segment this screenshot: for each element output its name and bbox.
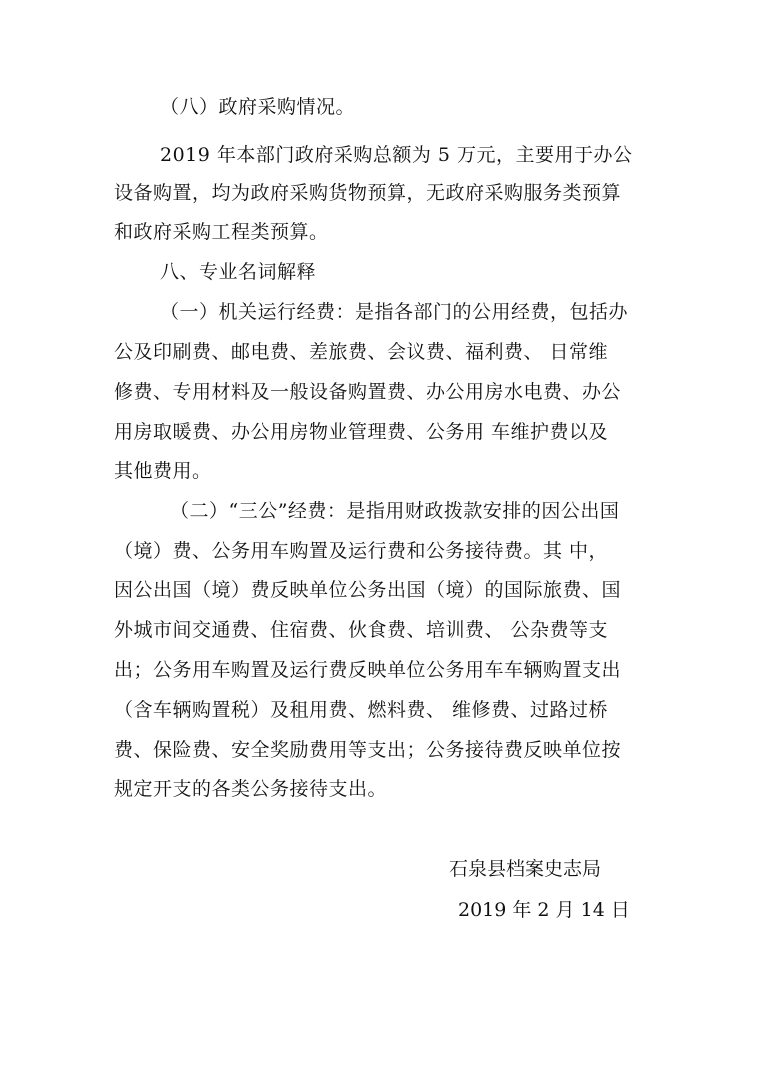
glossary-item2-line-5: 出；公务用车购置及运行费反映单位公务用车车辆购置支出 (114, 659, 622, 681)
glossary-heading: 八、专业名词解释 (160, 261, 317, 283)
signature-organization: 石泉县档案史志局 (449, 858, 602, 880)
glossary-item2-line-1: （二）“三公”经费：是指用财政拨款安排的因公出国 (170, 500, 620, 522)
glossary-item1-line-4: 用房取暖费、办公用房物业管理费、公务用 车维护费以及 (114, 421, 609, 443)
glossary-item2-line-2: （境）费、公务用车购置及运行费和公务接待费。其 中， (114, 540, 609, 562)
glossary-item1-line-3: 修费、专用材料及一般设备购置费、办公用房水电费、办公 (114, 381, 622, 403)
procurement-line-3: 和政府采购工程类预算。 (114, 221, 329, 243)
procurement-line-1: 2019 年本部门政府采购总额为 5 万元，主要用于办公 (160, 144, 633, 166)
procurement-line-2: 设备购置，均为政府采购货物预算，无政府采购服务类预算 (114, 182, 622, 204)
glossary-item2-line-4: 外城市间交通费、住宿费、伙食费、培训费、 公杂费等支 (114, 619, 609, 641)
glossary-item2-line-6: （含车辆购置税）及租用费、燃料费、 维修费、过路过桥 (114, 699, 609, 721)
glossary-item2-line-8: 规定开支的各类公务接待支出。 (114, 778, 388, 800)
glossary-item2-line-7: 费、保险费、安全奖励费用等支出；公务接待费反映单位按 (114, 739, 622, 761)
glossary-item2-line-3: 因公出国（境）费反映单位公务出国（境）的国际旅费、国 (114, 579, 622, 601)
glossary-item1-line-5: 其他费用。 (114, 460, 212, 482)
glossary-item1-line-1: （一）机关运行经费：是指各部门的公用经费，包括办 (160, 301, 629, 323)
signature-date: 2019 年 2 月 14 日 (458, 899, 630, 921)
procurement-heading: （八）政府采购情况。 (160, 96, 356, 118)
glossary-item1-line-2: 公及印刷费、邮电费、差旅费、会议费、福利费、 日常维 (114, 341, 609, 363)
